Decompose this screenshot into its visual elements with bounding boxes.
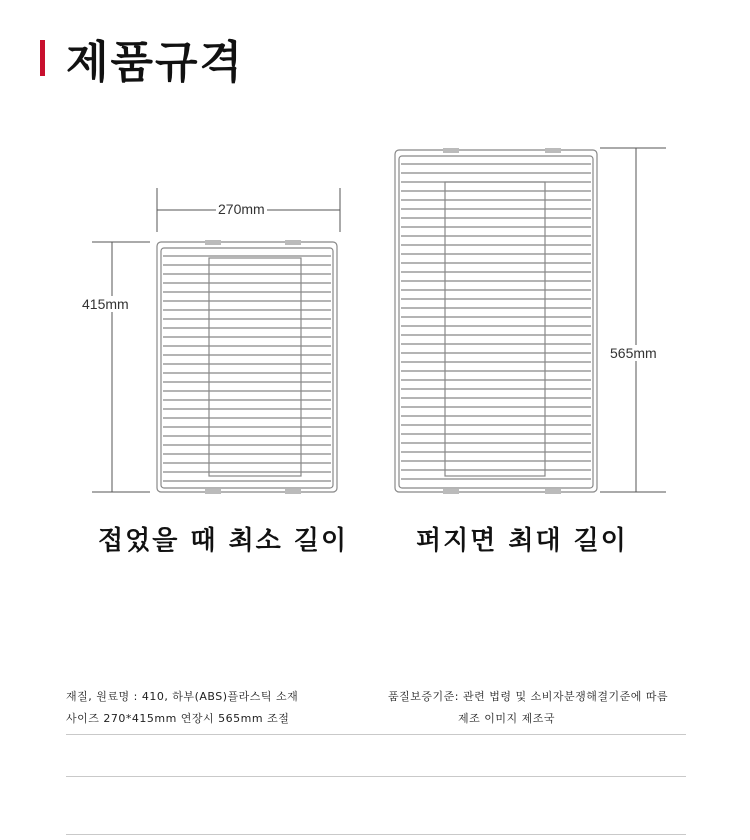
folded-height-dimension-label: 415mm — [82, 296, 129, 312]
rack-handle — [443, 489, 459, 494]
rack-divider-panel — [445, 182, 545, 476]
spec-note-left-2: 사이즈 270*415mm 연장시 565mm 조절 — [66, 712, 290, 725]
divider-line-1 — [66, 734, 686, 735]
width-dimension-label: 270mm — [218, 201, 265, 217]
extended-rack-illustration — [395, 148, 597, 494]
rack-handle — [443, 148, 459, 153]
page-title: 제품규격 — [66, 37, 245, 88]
extended-height-dimension-label: 565mm — [610, 345, 657, 361]
rack-handle — [545, 148, 561, 153]
divider-line-3 — [66, 834, 686, 835]
divider-line-2 — [66, 776, 686, 777]
rack-inner-frame — [399, 156, 593, 488]
rack-handle — [205, 240, 221, 245]
rack-inner-frame — [161, 248, 333, 488]
folded-rack-illustration — [157, 240, 337, 494]
rack-handle — [205, 489, 221, 494]
spec-note-right-2: 제조 이미지 제조국 — [458, 712, 556, 725]
folded-caption: 접었을 때 최소 길이 — [98, 526, 349, 556]
rack-handle — [545, 489, 561, 494]
spec-note-right-1: 품질보증기준: 관련 법령 및 소비자분쟁해결기준에 따름 — [388, 690, 669, 703]
rack-divider-panel — [209, 258, 301, 476]
rack-handle — [285, 489, 301, 494]
extended-caption: 퍼지면 최대 길이 — [416, 526, 628, 556]
spec-note-left-1: 재질, 원료명 : 410, 하부(ABS)플라스틱 소재 — [66, 690, 299, 703]
rack-handle — [285, 240, 301, 245]
rack-outer-frame — [395, 150, 597, 492]
